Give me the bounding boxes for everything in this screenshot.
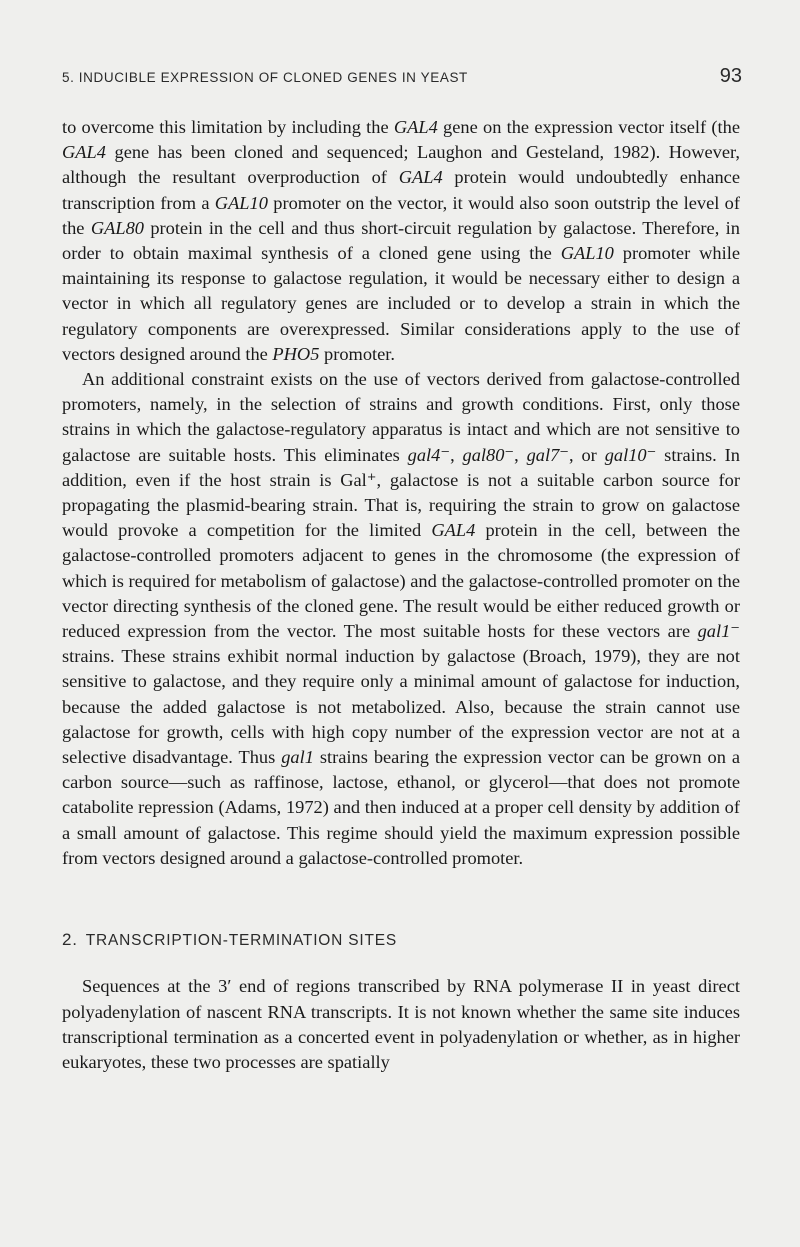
page-number: 93 — [719, 65, 742, 87]
section-title: TRANSCRIPTION-TERMINATION SITES — [85, 932, 398, 950]
section-number: 2. — [62, 930, 78, 950]
running-head-title: 5. INDUCIBLE EXPRESSION OF CLONED GENES IN YEAST — [62, 70, 468, 85]
paragraph: An additional constraint exists on the use of vectors derived from galactose-controlled promoters, namely, in the selection of strains and growth conditions. First, only those strains in which the galactose-regulatory apparatus is intact and which are not sensitive to galactose are suitable hosts. This eliminates gal4⁻, gal80⁻, gal7⁻, or gal10⁻ strains. In addition, even if the host strain is Gal⁺, galactose is not a suitable carbon source for propagating the plasmid-bearing strain. That is, requiring the strain to grow on galactose would provoke a competition for the limited GAL4 protein in the cell, between the galactose-controlled promoters adjacent to genes in the chromosome (the expression of which is required for metabolism of galactose) and the galactose-controlled promoter on the vector directing synthesis of the cloned gene. The result would be either reduced growth or reduced expression from the vector. The most suitable hosts for these vectors are gal1⁻ strains. These strains exhibit normal induction by galactose (Broach, 1979), they are not sensitive to galactose, and they require only a minimal amount of galactose for induction, because the added galactose is not metabolized. Also, because the strain cannot use galactose for growth, cells with high copy number of the expression vector are not at a selective disadvantage. Thus gal1 strains bearing the expression vector can be grown on a carbon source—such as raffinose, lactose, ethanol, or glycerol—that does not promote catabolite repression (Adams, 1972) and then induced at a proper cell density by addition of a small amount of galactose. This regime should yield the maximum expression possible from vectors designed around a galactose-controlled promoter. — [62, 369, 740, 868]
body-text — [62, 115, 740, 1075]
paragraph: Sequences at the 3′ end of regions transcribed by RNA polymerase II in yeast direct polyadenylation of nascent RNA transcripts. It is not known whether the same site induces transcriptional termination as a concerted event in polyadenylation or whether, as in higher eukaryotes, these two processes are spatially — [62, 976, 740, 1072]
paragraph: to overcome this limitation by including the GAL4 gene on the expression vector itself (the GAL4 gene has been cloned and sequenced; Laughon and Gesteland, 1982). However, although the resultant overproduction of GAL4 protein would undoubtedly enhance transcription from a GAL10 promoter on the vector, it would also soon outstrip the level of the GAL80 protein in the cell and thus short-circuit regulation by galactose. Therefore, in order to obtain maximal synthesis of a cloned gene using the GAL10 promoter while maintaining its response to galactose regulation, it would be necessary either to design a vector in which all regulatory genes are included or to develop a strain in which the regulatory components are overexpressed. Similar considerations apply to the use of vectors designed around the PHO5 promoter. — [62, 117, 740, 364]
section-heading — [62, 927, 740, 953]
running-head — [62, 65, 742, 94]
